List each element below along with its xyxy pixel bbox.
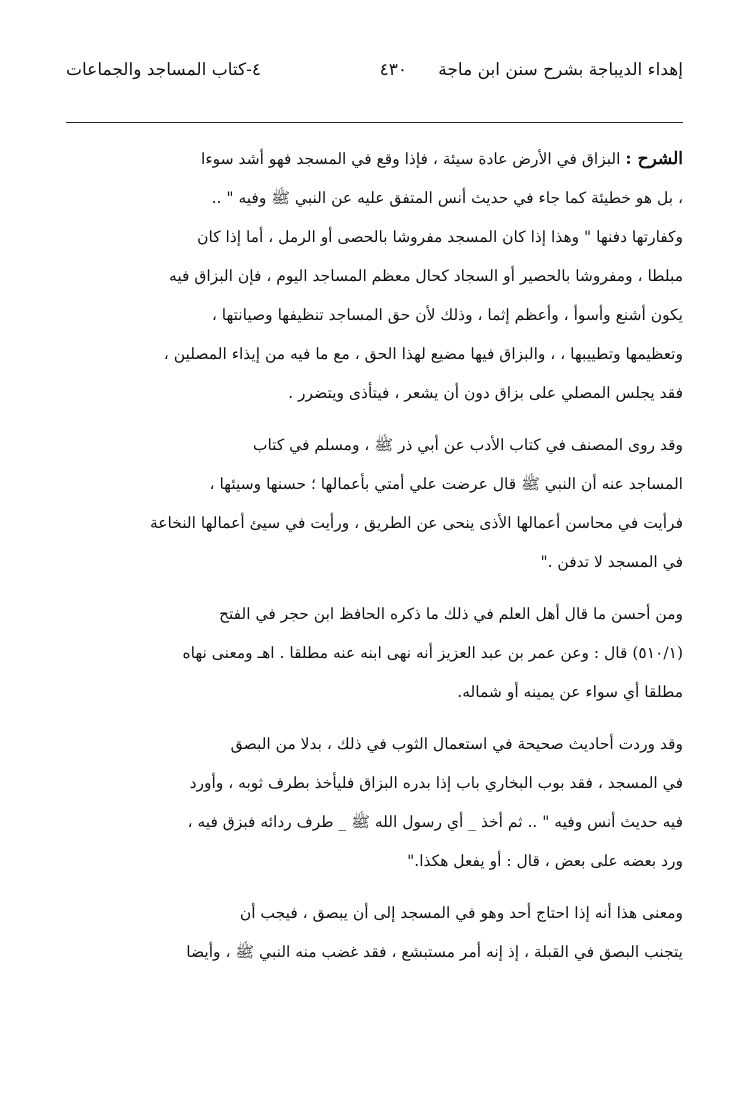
paragraph (66, 725, 683, 881)
text-line (66, 257, 683, 296)
text-line (66, 764, 683, 803)
text-line (66, 179, 683, 218)
line-text: يكون أشنع وأسوأ ، وأعظم إثما ، وذلك لأن حق المساجد تنظيفها وصيانتها ، (211, 306, 683, 324)
page-header (66, 60, 683, 94)
text-line (66, 933, 683, 972)
line-text: المساجد عنه أن النبي ﷺ قال عرضت علي أمتي بأعمالها ؛ حسنها وسيئها ، (209, 475, 683, 493)
line-text: ، بل هو خطيئة كما جاء في حديث أنس المتفق عليه عن النبي ﷺ وفيه " .. (211, 189, 683, 207)
text-line (66, 894, 683, 933)
paragraph (66, 595, 683, 712)
line-text: مبلطا ، ومفروشا بالحصير أو السجاد كحال معظم المساجد اليوم ، فإن البزاق فيه (169, 267, 683, 285)
line-text: في المسجد ، فقد بوب البخاري باب إذا بدره البزاق فليأخذ بطرف ثوبه ، وأورد (189, 774, 683, 792)
line-text: فيه حديث أنس وفيه " .. ثم أخذ _ أي رسول الله ﷺ _ طرف ردائه فبزق فيه ، (187, 813, 683, 831)
header-divider (66, 122, 683, 123)
line-text: وقد وردت أحاديث صحيحة في استعمال الثوب في ذلك ، بدلا من البصق (230, 735, 683, 753)
line-text: فقد يجلس المصلي على بزاق دون أن يشعر ، فيتأذى ويتضرر . (288, 384, 683, 402)
line-text: وتعظيمها وتطييبها ، ، والبزاق فيها مضيع لهذا الحق ، مع ما فيه من إيذاء المصلين ، (163, 345, 683, 363)
paragraph (66, 140, 683, 413)
text-line (66, 426, 683, 465)
page-number: ٤٣٠ (379, 60, 407, 80)
line-text: ومن أحسن ما قال أهل العلم في ذلك ما ذكره الحافظ ابن حجر في الفتح (219, 605, 683, 623)
text-line (66, 803, 683, 842)
book-title: إهداء الديباجة بشرح سنن ابن ماجة (438, 60, 683, 80)
line-text: (٥١٠/١) قال : وعن عمر بن عبد العزيز أنه نهى ابنه عنه مطلقا . اهـ ومعنى نهاه (182, 644, 683, 662)
line-text: ورد بعضه على بعض ، قال : أو يفعل هكذا." (407, 852, 683, 870)
paragraph (66, 426, 683, 582)
text-line (66, 543, 683, 582)
line-text: يتجنب البصق في القبلة ، إذ إنه أمر مستبشع ، فقد غضب منه النبي ﷺ ، وأيضا (186, 943, 683, 961)
text-line (66, 374, 683, 413)
text-line (66, 842, 683, 881)
chapter-title: ٤-كتاب المساجد والجماعات (66, 60, 262, 80)
line-text: في المسجد لا تدفن ." (540, 553, 683, 571)
text-line (66, 725, 683, 764)
text-line (66, 673, 683, 712)
line-text: وكفارتها دفنها " وهذا إذا كان المسجد مفروشا بالحصى أو الرمل ، أما إذا كان (197, 228, 683, 246)
line-text: وقد روى المصنف في كتاب الأدب عن أبي ذر ﷺ ، ومسلم في كتاب (252, 436, 683, 454)
text-line (66, 335, 683, 374)
text-line (66, 218, 683, 257)
line-text: ومعنى هذا أنه إذا احتاج أحد وهو في المسجد إلى أن يبصق ، فيجب أن (239, 904, 683, 922)
line-text: البزاق في الأرض عادة سيئة ، فإذا وقع في المسجد فهو أشد سوءا (201, 150, 626, 168)
text-line (66, 140, 683, 179)
paragraph (66, 894, 683, 972)
body-text (66, 140, 683, 985)
line-text: فرأيت في محاسن أعمالها الأذى ينحى عن الطريق ، ورأيت في سيئ أعمالها النخاعة (149, 514, 683, 532)
line-text: مطلقا أي سواء عن يمينه أو شماله. (457, 683, 683, 701)
commentary-lead: الشرح : (625, 149, 683, 169)
text-line (66, 504, 683, 543)
text-line (66, 465, 683, 504)
text-line (66, 595, 683, 634)
text-line (66, 296, 683, 335)
text-line (66, 634, 683, 673)
